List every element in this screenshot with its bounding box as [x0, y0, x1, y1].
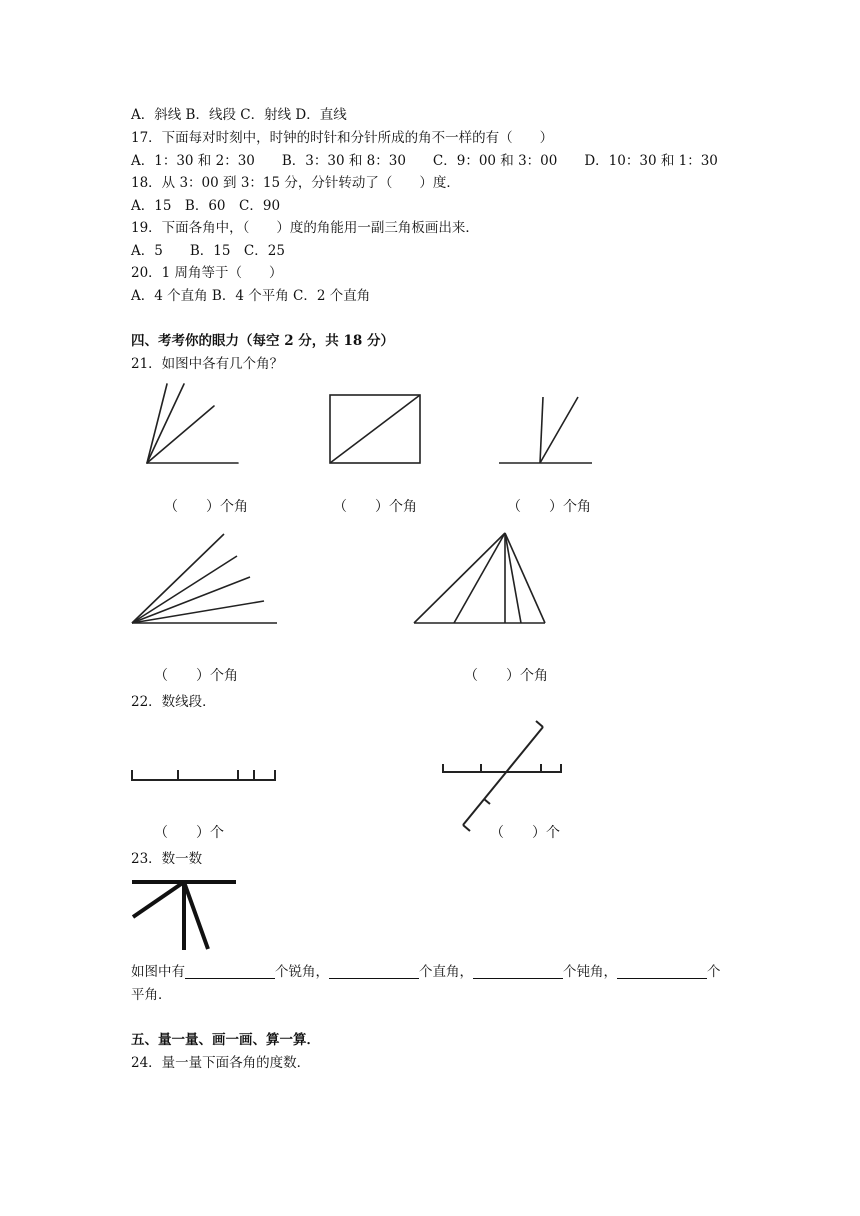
q22-caption-1: （ ）个 — [154, 825, 224, 841]
q23-fill-in-line — [131, 963, 721, 981]
q21-caption-5: （ ）个角 — [464, 668, 548, 684]
q19-question: 19．下面各角中，（ ）度的角能用一副三角板画出来． — [131, 220, 479, 236]
q17-options: A．1：30 和 2：30 B．3：30 和 8：30 C．9：00 和 3：00 D．10：30 和 1：30 — [131, 153, 718, 169]
q19-options: A．5 B．15 C．25 — [131, 243, 285, 259]
q24-question: 24．量一量下面各角的度数． — [131, 1055, 311, 1071]
q21-question: 21．如图中各有几个角？ — [131, 356, 284, 372]
section-5-heading: 五、量一量、画一画、算一算． — [131, 1032, 320, 1048]
q23-prefix: 如图中有 — [131, 964, 185, 980]
q23-question: 23．数一数 — [131, 851, 203, 867]
q23-obtuse-label: 个钝角， — [563, 964, 617, 980]
q21-caption-2: （ ）个角 — [333, 499, 417, 515]
q21-caption-3: （ ）个角 — [507, 499, 591, 515]
q23-right-label: 个直角， — [419, 964, 473, 980]
q20-question: 20．1 周角等于（ ） — [131, 265, 283, 281]
section-4-heading: 四、考考你的眼力（每空 2 分，共 18 分） — [131, 333, 394, 349]
q23-acute-label: 个锐角， — [275, 964, 329, 980]
q21-caption-4: （ ）个角 — [154, 668, 238, 684]
obtuse-angle-blank[interactable] — [473, 964, 563, 979]
right-angle-blank[interactable] — [329, 964, 419, 979]
q17-question: 17．下面每对时刻中，时钟的时针和分针所成的角不一样的有（ ） — [131, 130, 554, 146]
q18-options: A．15 B．60 C．90 — [131, 198, 281, 214]
q23-tail: 个 — [707, 964, 721, 980]
q23-line2: 平角． — [131, 987, 172, 1003]
q20-options: A．4 个直角 B．4 个平角 C．2 个直角 — [131, 288, 371, 304]
q18-question: 18．从 3：00 到 3：15 分，分针转动了（ ）度． — [131, 175, 460, 191]
q22-caption-2: （ ）个 — [490, 825, 560, 841]
straight-angle-blank[interactable] — [617, 964, 707, 979]
q22-question: 22．数线段． — [131, 694, 216, 710]
q16-options: A．斜线 B．线段 C．射线 D．直线 — [131, 107, 347, 123]
q21-caption-1: （ ）个角 — [164, 499, 248, 515]
acute-angle-blank[interactable] — [185, 964, 275, 979]
